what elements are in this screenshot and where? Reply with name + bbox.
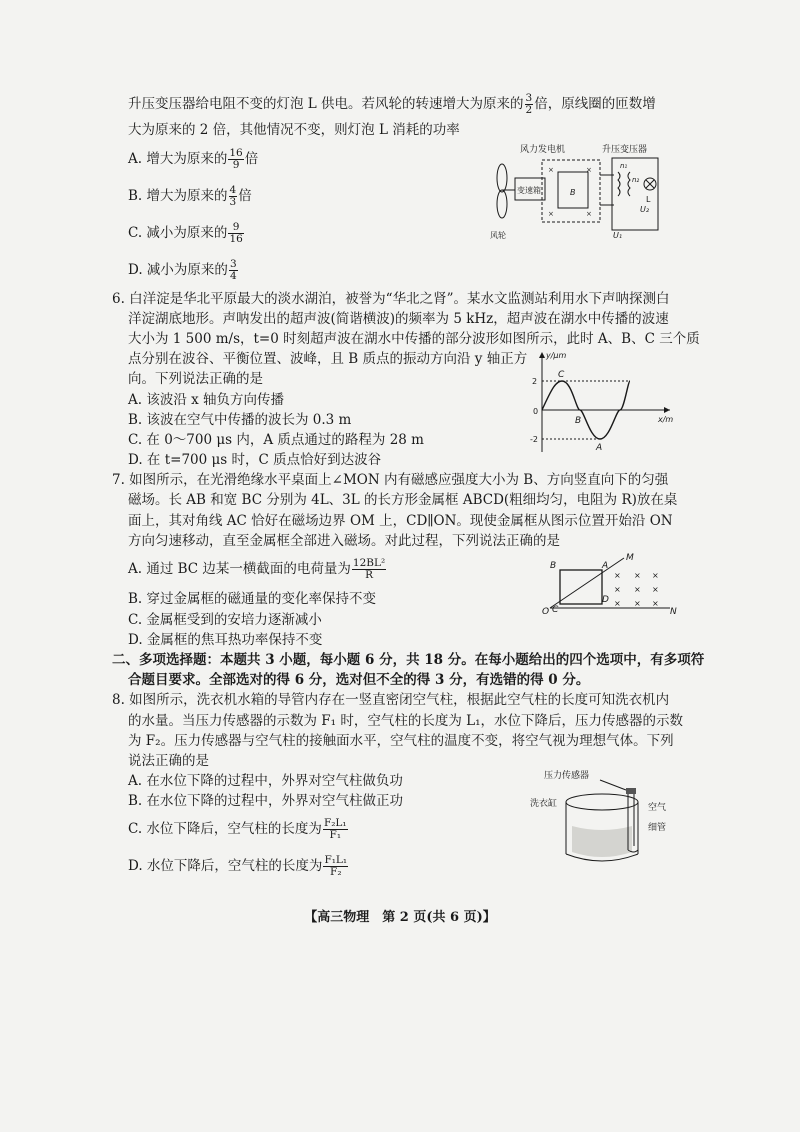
q6-line1: 6. 白洋淀是华北平原最大的淡水湖泊，被誉为“华北之肾”。某水文监测站利用水下声呐探测白: [112, 291, 670, 307]
svg-text:C: C: [552, 605, 559, 615]
q6-option-a: A. 该波沿 x 轴负方向传播: [128, 392, 285, 408]
q6-option-b: B. 该波在空气中传播的波长为 0.3 m: [128, 412, 352, 428]
section2-line2: 合题目要求。全部选对的得 6 分，选对但不全的得 3 分，有选错的得 0 分。: [128, 672, 590, 688]
q8-line3: 为 F₂。压力传感器与空气柱的接触面水平，空气柱的温度不变，将空气视为理想气体。下列: [128, 733, 674, 749]
cross-mark: ×: [548, 210, 554, 218]
q8-option-c: C. 水位下降后，空气柱的长度为 $\frac{\text{F₂L₁}}{\text{F₁}}$: [128, 817, 347, 841]
page-footer: 【高三物理 第 2 页(共 6 页)】: [304, 910, 496, 925]
svg-text:M: M: [626, 553, 634, 563]
tub-top: [566, 794, 638, 810]
svg-text:×: ×: [614, 599, 621, 608]
q5-line1: 升压变压器给电阻不变的灯泡 L 供电。若风轮的转速增大为原来的 $\frac{3}{2}$ 倍，原线圈的匝数增: [128, 92, 656, 116]
wind-wheel-icon: [497, 164, 507, 192]
q7-line4: 方向匀速移动，直至金属框全部进入磁场。对此过程，下列说法正确的是: [128, 533, 560, 549]
q8-line4: 说法正确的是: [128, 753, 209, 769]
gearbox-label: 变速箱: [517, 186, 541, 195]
transformer-label: 升压变压器: [602, 145, 648, 155]
svg-text:2: 2: [532, 377, 538, 386]
svg-text:0: 0: [533, 407, 539, 416]
q7-option-c: C. 金属框受到的安培力逐渐减小: [128, 612, 322, 628]
q7-option-d: D. 金属框的焦耳热功率保持不变: [128, 632, 323, 648]
point-c-label: C: [558, 370, 565, 380]
svg-text:×: ×: [652, 585, 659, 594]
svg-text:L: L: [646, 195, 651, 204]
svg-text:×: ×: [652, 599, 659, 608]
q5-option-a: A. 增大为原来的 $\frac{16}{9}$ 倍: [128, 147, 259, 171]
svg-text:n₁: n₁: [620, 162, 628, 170]
tub-label: 洗衣缸: [530, 799, 558, 809]
svg-text:-2: -2: [530, 435, 538, 444]
generator-label: 风力发电机: [520, 145, 566, 155]
q8-option-d: D. 水位下降后，空气柱的长度为 $\frac{\text{F₁L₁}}{\text{F₂}}$: [128, 854, 348, 878]
cross-mark: ×: [548, 166, 554, 174]
q7-line3: 面上，其对角线 AC 恰好在磁场边界 OM 上，CD∥ON。现使金属框从图示位置开始沿 ON: [128, 513, 673, 529]
cross-mark: ×: [586, 166, 592, 174]
b-field-label: B: [570, 188, 576, 197]
svg-text:U₁: U₁: [613, 231, 623, 240]
point-b-label: B: [575, 416, 582, 426]
q7-option-b: B. 穿过金属框的磁通量的变化率保持不变: [128, 591, 377, 607]
svg-text:×: ×: [634, 585, 641, 594]
q7-option-a: A. 通过 BC 边某一横截面的电荷量为 $\frac{\text{12BL²}}{R}$: [128, 557, 386, 581]
svg-text:×: ×: [634, 571, 641, 580]
q6-line3: 大小为 1 500 m/s，t=0 时刻超声波在湖水中传播的部分波形如图所示，此时 A、B、C 三个质: [128, 331, 700, 347]
svg-text:O: O: [542, 607, 550, 617]
svg-text:×: ×: [614, 585, 621, 594]
svg-text:y/μm: y/μm: [546, 351, 567, 360]
svg-text:x/m: x/m: [658, 415, 674, 424]
q6-line2: 洋淀湖底地形。声呐发出的超声波(简谐横波)的频率为 5 kHz，超声波在湖水中传播的波速: [128, 311, 669, 327]
svg-text:A: A: [602, 561, 609, 571]
washing-machine-figure: [530, 768, 680, 868]
q5-option-b: B. 增大为原来的 $\frac{4}{3}$ 倍: [128, 184, 252, 208]
q8-line2: 的水量。当压力传感器的示数为 F₁ 时，空气柱的长度为 L₁，水位下降后，压力传感器的示数: [128, 713, 684, 729]
svg-text:N: N: [670, 607, 677, 617]
q5-option-c: C. 减小为原来的 $\frac{9}{16}$: [128, 221, 243, 245]
fraction: $\frac{3}{2}$: [525, 92, 533, 116]
q6-option-c: C. 在 0～700 μs 内，A 质点通过的路程为 28 m: [128, 432, 424, 448]
sensor-label: 压力传感器: [544, 771, 590, 781]
q6-line4: 点分别在波谷、平衡位置、波峰，且 B 质点的振动方向沿 y 轴正方: [128, 351, 528, 367]
q8-option-a: A. 在水位下降的过程中，外界对空气柱做负功: [128, 773, 403, 789]
svg-text:×: ×: [634, 599, 641, 608]
svg-text:U₂: U₂: [640, 205, 650, 214]
svg-text:D: D: [602, 595, 609, 605]
q5-option-d: D. 减小为原来的 $\frac{3}{4}$: [128, 258, 237, 282]
transformer-box: [612, 158, 658, 230]
pipe-label: 细管: [648, 823, 667, 833]
water: [572, 826, 632, 857]
pressure-sensor: [626, 788, 636, 794]
q7-line1: 7. 如图所示，在光滑绝缘水平桌面上∠MON 内有磁感应强度大小为 B、方向竖直向下的匀强: [112, 472, 669, 488]
q8-line1: 8. 如图所示，洗衣机水箱的导管内存在一竖直密闭空气柱，根据此空气柱的长度可知洗衣机内: [112, 692, 670, 708]
q6-option-d: D. 在 t=700 μs 时，C 质点恰好到达波谷: [128, 452, 382, 468]
cross-mark: ×: [586, 210, 592, 218]
wind-wheel-label: 风轮: [490, 231, 506, 240]
svg-text:n₂: n₂: [632, 176, 640, 184]
svg-text:B: B: [550, 561, 557, 571]
point-a-label: A: [596, 443, 603, 453]
q6-line5: 向。下列说法正确的是: [128, 371, 263, 387]
section2-line1: 二、多项选择题：本题共 3 小题，每小题 6 分，共 18 分。在每小题给出的四个选项中，有多项符: [112, 652, 705, 668]
svg-text:×: ×: [614, 571, 621, 580]
svg-text:×: ×: [652, 571, 659, 580]
wind-generator-figure: [490, 140, 670, 250]
magnetic-field-figure: [540, 552, 680, 618]
line-om: [550, 558, 624, 608]
q7-line2: 磁场。长 AB 和宽 BC 分别为 4L、3L 的长方形金属框 ABCD(粗细均匀，电阻为 R)放在桌: [128, 492, 678, 508]
q8-option-b: B. 在水位下降的过程中，外界对空气柱做正功: [128, 793, 404, 809]
wave-figure: [520, 348, 680, 456]
q5-line2: 大为原来的 2 倍，其他情况不变，则灯泡 L 消耗的功率: [128, 122, 460, 138]
air-label: 空气: [648, 803, 667, 813]
